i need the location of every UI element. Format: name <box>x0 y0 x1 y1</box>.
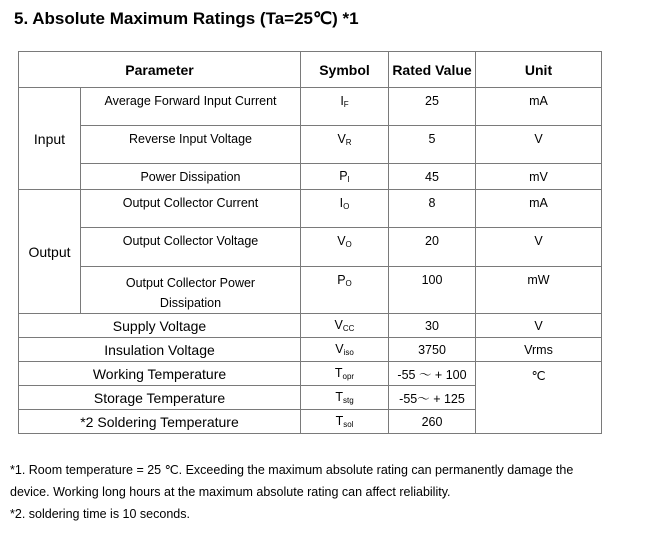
table-row <box>19 126 602 164</box>
symbol-cell: $V_{iso}$ <box>301 338 389 362</box>
value-cell: 20 <box>389 228 476 267</box>
value-cell: 45 <box>389 164 476 190</box>
group-label-input: Input <box>19 88 81 190</box>
symbol-cell: $T_{sol}$ <box>301 410 389 434</box>
table-row <box>19 228 602 267</box>
unit-cell: V <box>476 126 602 164</box>
footnote-line: *1. Room temperature = 25 ℃. Exceeding the maximum absolute rating can permanently damage the <box>10 463 574 477</box>
param-cell: *2 Soldering Temperature <box>19 410 301 434</box>
value-cell: 25 <box>389 88 476 126</box>
unit-cell: mV <box>476 164 602 190</box>
header-parameter: Parameter <box>19 52 301 88</box>
value-cell: 5 <box>389 126 476 164</box>
param-cell: Insulation Voltage <box>19 338 301 362</box>
value-cell: 100 <box>389 267 476 314</box>
footnote-line: *2. soldering time is 10 seconds. <box>10 507 190 521</box>
symbol-cell: $V_{CC}$ <box>301 314 389 338</box>
param-cell: Output Collector Current <box>81 190 301 228</box>
value-cell: 30 <box>389 314 476 338</box>
table-header-row <box>19 52 602 88</box>
table-row <box>19 338 602 362</box>
symbol-cell: $V_O$ <box>301 228 389 267</box>
symbol-cell: $I_F$ <box>301 88 389 126</box>
param-cell: Average Forward Input Current <box>81 88 301 126</box>
param-cell: Working Temperature <box>19 362 301 386</box>
value-cell: 260 <box>389 410 476 434</box>
value-cell: -55～ + 125 <box>389 386 476 410</box>
footnote-line: device. Working long hours at the maximum absolute rating can affect reliability. <box>10 485 451 499</box>
param-cell: Power Dissipation <box>81 164 301 190</box>
unit-cell: Vrms <box>476 338 602 362</box>
param-cell: Output Collector Voltage <box>81 228 301 267</box>
param-cell: Storage Temperature <box>19 386 301 410</box>
table-row <box>19 88 602 126</box>
section-heading: 5. Absolute Maximum Ratings (Ta=25℃) *1 <box>14 9 359 28</box>
value-cell: 3750 <box>389 338 476 362</box>
group-label-output: Output <box>19 190 81 314</box>
symbol-cell: $P_O$ <box>301 267 389 314</box>
param-cell: Reverse Input Voltage <box>81 126 301 164</box>
unit-cell: V <box>476 228 602 267</box>
table-row <box>19 314 602 338</box>
table-row <box>19 267 602 314</box>
value-cell: -55 ～ + 100 <box>389 362 476 386</box>
unit-cell: mW <box>476 267 602 314</box>
header-rated-value: Rated Value <box>389 52 476 88</box>
ratings-table <box>18 51 602 434</box>
table-row <box>19 362 602 386</box>
table-row <box>19 190 602 228</box>
unit-cell: V <box>476 314 602 338</box>
unit-cell: mA <box>476 88 602 126</box>
value-cell: 8 <box>389 190 476 228</box>
symbol-cell: $T_{opr}$ <box>301 362 389 386</box>
unit-cell: mA <box>476 190 602 228</box>
unit-cell: ℃ <box>476 362 602 434</box>
param-cell: Supply Voltage <box>19 314 301 338</box>
symbol-cell: $V_R$ <box>301 126 389 164</box>
symbol-cell: $P_I$ <box>301 164 389 190</box>
header-unit: Unit <box>476 52 602 88</box>
footnotes <box>10 459 640 525</box>
symbol-cell: $I_O$ <box>301 190 389 228</box>
header-symbol: Symbol <box>301 52 389 88</box>
param-cell: Output Collector Power Dissipation <box>81 267 301 314</box>
symbol-cell: $T_{stg}$ <box>301 386 389 410</box>
table-row <box>19 164 602 190</box>
